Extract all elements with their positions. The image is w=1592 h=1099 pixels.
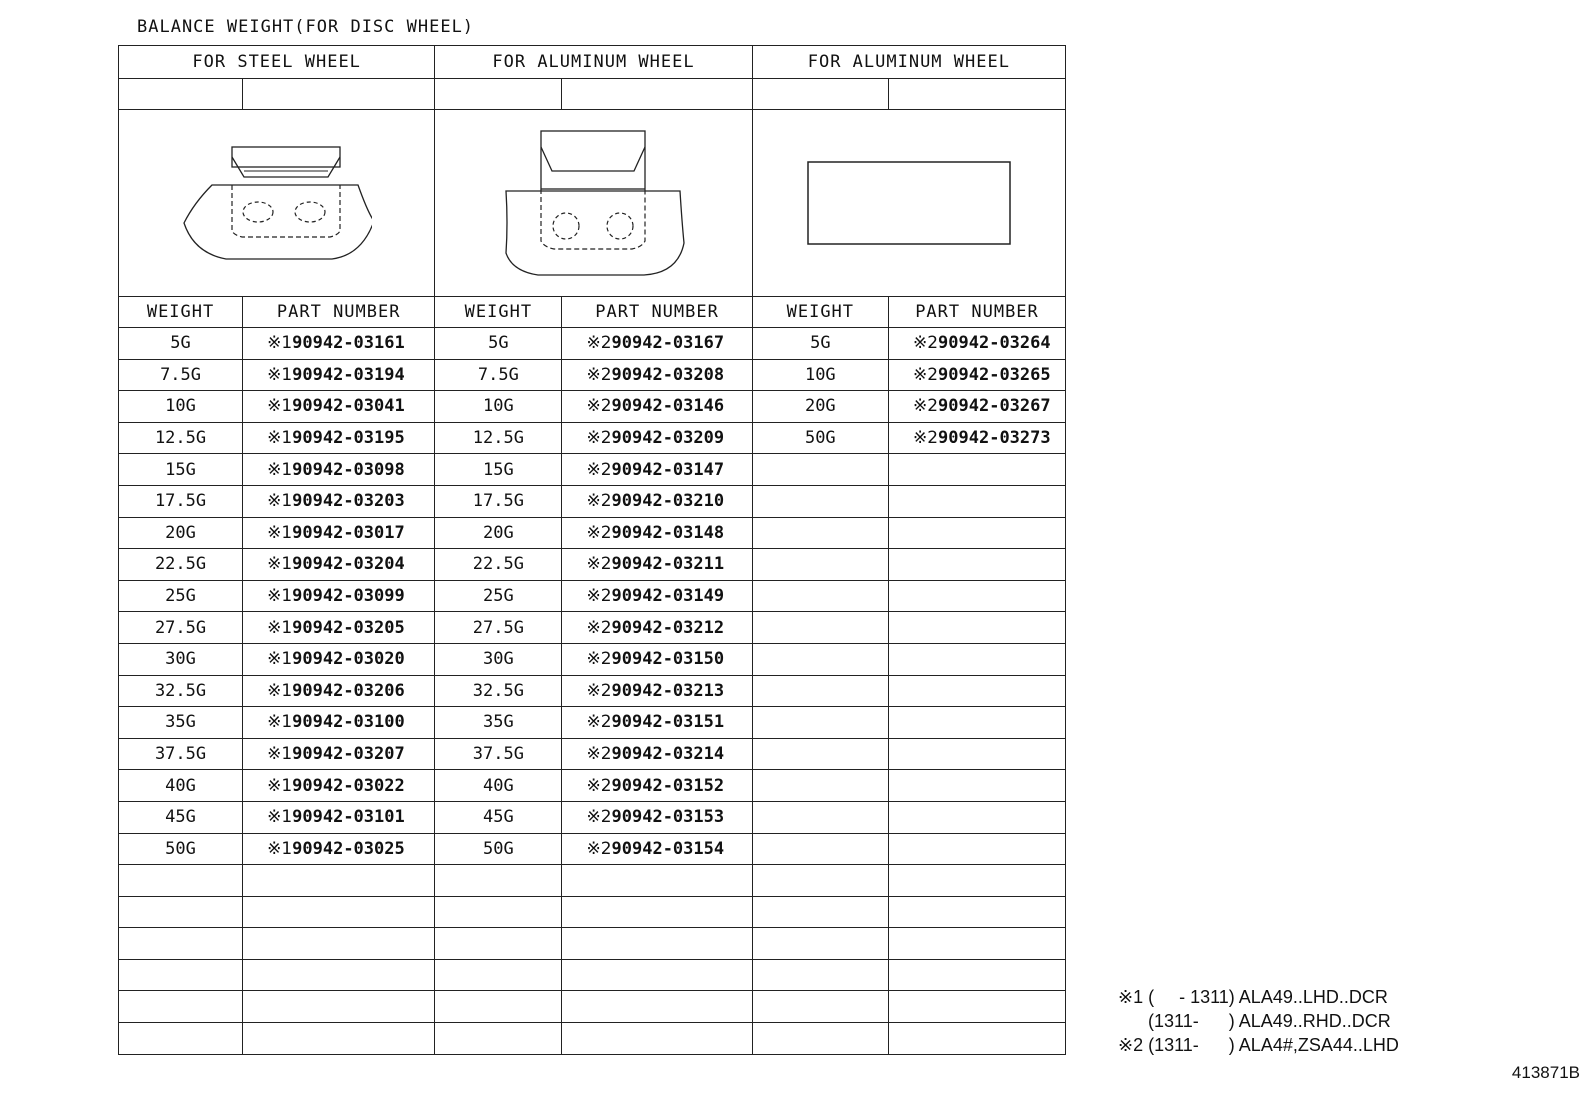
footnote-mark: ※2 bbox=[586, 586, 612, 607]
footnote-mark: ※2 bbox=[586, 712, 612, 733]
blank-cell bbox=[888, 959, 1065, 991]
footnote-mark: ※1 bbox=[267, 838, 293, 859]
part-number-column-header: PART NUMBER bbox=[888, 297, 1065, 328]
blank-cell bbox=[435, 1023, 562, 1055]
part-number-cell bbox=[243, 454, 435, 486]
part-number-text: 90942-03167 bbox=[611, 333, 725, 354]
blank-cell bbox=[119, 991, 243, 1023]
part-number-text: 90942-03098 bbox=[292, 459, 405, 480]
part-number-cell bbox=[888, 770, 1065, 802]
part-number-cell bbox=[243, 675, 435, 707]
part-number-text: 90942-03022 bbox=[292, 775, 405, 796]
part-number-cell bbox=[562, 517, 752, 549]
table-row bbox=[119, 485, 1066, 517]
part-number-cell bbox=[888, 517, 1065, 549]
blank-cell bbox=[435, 865, 562, 897]
weight-cell: 50G bbox=[435, 833, 562, 865]
part-number-text: 90942-03207 bbox=[292, 744, 405, 765]
footnote-1a: ※1 ( - 1311) ALA49..LHD..DCR bbox=[1118, 987, 1388, 1007]
weight-cell: 20G bbox=[752, 391, 888, 423]
weight-cell: 20G bbox=[119, 517, 243, 549]
blank-cell bbox=[888, 1023, 1065, 1055]
aluminum-clip-weight-icon bbox=[498, 123, 688, 283]
part-number-cell bbox=[562, 801, 752, 833]
part-number-cell bbox=[888, 580, 1065, 612]
aluminum-weight-illustration bbox=[435, 110, 752, 297]
part-number-cell bbox=[562, 328, 752, 360]
footnote-1b: (1311- ) ALA49..RHD..DCR bbox=[1118, 1011, 1391, 1031]
weight-cell: 5G bbox=[752, 328, 888, 360]
weight-cell bbox=[752, 549, 888, 581]
table-row bbox=[119, 738, 1066, 770]
part-number-text: 90942-03212 bbox=[611, 617, 725, 638]
part-number-cell bbox=[562, 612, 752, 644]
part-number-text: 90942-03148 bbox=[611, 522, 725, 543]
part-number-cell bbox=[888, 485, 1065, 517]
weight-column-header: WEIGHT bbox=[752, 297, 888, 328]
table-row bbox=[119, 328, 1066, 360]
footnote-mark: ※1 bbox=[267, 649, 293, 670]
part-number-text: 90942-03214 bbox=[611, 744, 725, 765]
blank-cell bbox=[562, 79, 752, 110]
blank-cell bbox=[752, 1023, 888, 1055]
blank-cell bbox=[562, 865, 752, 897]
part-number-cell bbox=[888, 454, 1065, 486]
part-number-text: 90942-03101 bbox=[292, 807, 405, 828]
part-number-text: 90942-03213 bbox=[611, 680, 725, 701]
part-number-cell bbox=[562, 738, 752, 770]
part-number-cell bbox=[888, 738, 1065, 770]
blank-cell bbox=[562, 959, 752, 991]
weight-cell: 10G bbox=[119, 391, 243, 423]
weight-column-header: WEIGHT bbox=[119, 297, 243, 328]
footnote-mark: ※2 bbox=[586, 491, 612, 512]
blank-cell bbox=[562, 928, 752, 960]
part-number-cell bbox=[562, 580, 752, 612]
blank-cell bbox=[119, 959, 243, 991]
table-row bbox=[119, 643, 1066, 675]
part-number-cell bbox=[243, 770, 435, 802]
weight-cell: 25G bbox=[119, 580, 243, 612]
part-number-cell bbox=[243, 517, 435, 549]
part-number-text: 90942-03017 bbox=[292, 522, 405, 543]
part-number-cell bbox=[562, 833, 752, 865]
blank-cell bbox=[752, 991, 888, 1023]
weight-cell bbox=[752, 770, 888, 802]
empty-table-row bbox=[119, 928, 1066, 960]
footnote-mark: ※1 bbox=[267, 364, 293, 385]
weight-cell bbox=[752, 454, 888, 486]
weight-cell: 22.5G bbox=[119, 549, 243, 581]
weight-cell: 35G bbox=[435, 707, 562, 739]
balance-weight-table bbox=[118, 45, 1066, 1055]
table-row bbox=[119, 833, 1066, 865]
footnote-mark: ※1 bbox=[267, 459, 293, 480]
weight-cell: 37.5G bbox=[435, 738, 562, 770]
footnote-2: ※2 (1311- ) ALA4#,ZSA44..LHD bbox=[1118, 1035, 1399, 1055]
part-number-cell bbox=[888, 675, 1065, 707]
part-number-cell bbox=[243, 738, 435, 770]
part-number-cell bbox=[888, 801, 1065, 833]
footnote-mark: ※1 bbox=[267, 586, 293, 607]
blank-cell bbox=[752, 928, 888, 960]
footnote-mark: ※1 bbox=[267, 333, 293, 354]
part-number-text: 90942-03147 bbox=[611, 459, 725, 480]
blank-cell bbox=[119, 79, 243, 110]
page-title: BALANCE WEIGHT(FOR DISC WHEEL) bbox=[137, 17, 475, 37]
part-number-text: 90942-03149 bbox=[611, 586, 725, 607]
part-number-text: 90942-03209 bbox=[611, 428, 725, 449]
weight-cell: 30G bbox=[119, 643, 243, 675]
footnote-mark: ※2 bbox=[586, 522, 612, 543]
part-number-cell bbox=[562, 549, 752, 581]
weight-cell: 12.5G bbox=[435, 422, 562, 454]
blank-cell bbox=[435, 928, 562, 960]
part-number-cell bbox=[562, 391, 752, 423]
part-number-cell bbox=[562, 770, 752, 802]
footnote-mark: ※2 bbox=[586, 744, 612, 765]
part-number-cell bbox=[562, 485, 752, 517]
weight-cell: 7.5G bbox=[119, 359, 243, 391]
footnote-mark: ※1 bbox=[267, 712, 293, 733]
part-number-text: 90942-03203 bbox=[292, 491, 405, 512]
part-number-cell bbox=[243, 612, 435, 644]
part-number-cell bbox=[562, 707, 752, 739]
footnote-mark: ※1 bbox=[267, 396, 293, 417]
footnote-mark: ※1 bbox=[267, 491, 293, 512]
part-number-text: 90942-03205 bbox=[292, 617, 405, 638]
blank-cell bbox=[119, 1023, 243, 1055]
footnote-mark: ※2 bbox=[586, 807, 612, 828]
blank-cell bbox=[243, 991, 435, 1023]
blank-cell bbox=[243, 1023, 435, 1055]
weight-cell: 20G bbox=[435, 517, 562, 549]
part-number-cell bbox=[243, 643, 435, 675]
part-number-cell bbox=[243, 549, 435, 581]
weight-cell bbox=[752, 485, 888, 517]
footnotes bbox=[1118, 985, 1399, 1057]
empty-table-row bbox=[119, 991, 1066, 1023]
blank-cell bbox=[435, 991, 562, 1023]
part-number-cell bbox=[888, 549, 1065, 581]
part-number-text: 90942-03154 bbox=[611, 838, 725, 859]
table-row bbox=[119, 580, 1066, 612]
table-row bbox=[119, 517, 1066, 549]
steel-clip-weight-icon bbox=[182, 143, 372, 263]
blank-cell bbox=[243, 896, 435, 928]
blank-cell bbox=[243, 79, 435, 110]
blank-cell bbox=[119, 928, 243, 960]
blank-cell bbox=[562, 1023, 752, 1055]
footnote-mark: ※2 bbox=[912, 364, 939, 385]
adhesive-weight-illustration bbox=[752, 110, 1065, 297]
part-number-cell bbox=[888, 707, 1065, 739]
weight-cell: 22.5G bbox=[435, 549, 562, 581]
adhesive-weight-icon bbox=[804, 158, 1014, 248]
weight-cell: 17.5G bbox=[119, 485, 243, 517]
weight-cell: 37.5G bbox=[119, 738, 243, 770]
part-number-cell bbox=[243, 422, 435, 454]
part-number-text: 90942-03208 bbox=[611, 364, 725, 385]
blank-cell bbox=[243, 959, 435, 991]
footnote-mark: ※1 bbox=[267, 554, 293, 575]
part-number-text: 90942-03041 bbox=[292, 396, 405, 417]
part-number-text: 90942-03265 bbox=[938, 364, 1051, 385]
part-number-cell bbox=[243, 833, 435, 865]
weight-cell: 40G bbox=[119, 770, 243, 802]
weight-cell bbox=[752, 517, 888, 549]
part-number-cell bbox=[888, 612, 1065, 644]
part-number-cell bbox=[888, 359, 1065, 391]
part-number-cell bbox=[562, 643, 752, 675]
weight-cell bbox=[752, 707, 888, 739]
table-row bbox=[119, 675, 1066, 707]
part-number-cell bbox=[888, 833, 1065, 865]
part-number-text: 90942-03153 bbox=[611, 807, 725, 828]
table-row bbox=[119, 770, 1066, 802]
blank-cell bbox=[119, 896, 243, 928]
group-header-aluminum-2: FOR ALUMINUM WHEEL bbox=[752, 46, 1065, 79]
blank-cell bbox=[435, 959, 562, 991]
weight-cell: 45G bbox=[119, 801, 243, 833]
table-row bbox=[119, 454, 1066, 486]
part-number-text: 90942-03204 bbox=[292, 554, 405, 575]
part-number-cell bbox=[243, 359, 435, 391]
part-number-cell bbox=[243, 801, 435, 833]
blank-cell bbox=[243, 865, 435, 897]
table-row bbox=[119, 422, 1066, 454]
part-number-text: 90942-03273 bbox=[938, 428, 1051, 449]
group-header-steel: FOR STEEL WHEEL bbox=[119, 46, 435, 79]
part-number-text: 90942-03264 bbox=[938, 333, 1051, 354]
steel-weight-illustration bbox=[119, 110, 435, 297]
table-row bbox=[119, 549, 1066, 581]
part-number-text: 90942-03151 bbox=[611, 712, 725, 733]
footnote-mark: ※2 bbox=[586, 459, 612, 480]
footnote-mark: ※1 bbox=[267, 428, 293, 449]
part-number-text: 90942-03194 bbox=[292, 364, 405, 385]
footnote-mark: ※1 bbox=[267, 522, 293, 543]
weight-cell: 10G bbox=[752, 359, 888, 391]
empty-table-row bbox=[119, 865, 1066, 897]
blank-cell bbox=[243, 928, 435, 960]
part-number-text: 90942-03025 bbox=[292, 838, 405, 859]
part-number-text: 90942-03195 bbox=[292, 428, 405, 449]
part-number-cell bbox=[243, 485, 435, 517]
footnote-mark: ※2 bbox=[586, 617, 612, 638]
weight-cell: 7.5G bbox=[435, 359, 562, 391]
weight-cell: 27.5G bbox=[435, 612, 562, 644]
blank-cell bbox=[562, 991, 752, 1023]
blank-cell bbox=[119, 865, 243, 897]
weight-cell: 50G bbox=[119, 833, 243, 865]
weight-cell: 35G bbox=[119, 707, 243, 739]
footnote-mark: ※2 bbox=[912, 428, 939, 449]
weight-cell: 5G bbox=[435, 328, 562, 360]
part-number-text: 90942-03161 bbox=[292, 333, 405, 354]
part-number-cell bbox=[888, 643, 1065, 675]
weight-cell bbox=[752, 580, 888, 612]
blank-cell bbox=[752, 959, 888, 991]
blank-cell bbox=[752, 865, 888, 897]
part-number-text: 90942-03206 bbox=[292, 680, 405, 701]
table-row bbox=[119, 359, 1066, 391]
weight-cell: 5G bbox=[119, 328, 243, 360]
footnote-mark: ※2 bbox=[586, 333, 612, 354]
footnote-mark: ※2 bbox=[586, 838, 612, 859]
group-header-aluminum-1: FOR ALUMINUM WHEEL bbox=[435, 46, 752, 79]
weight-cell: 50G bbox=[752, 422, 888, 454]
table-row bbox=[119, 612, 1066, 644]
weight-cell: 15G bbox=[435, 454, 562, 486]
weight-cell: 32.5G bbox=[435, 675, 562, 707]
footnote-mark: ※2 bbox=[912, 396, 939, 417]
part-number-cell bbox=[562, 454, 752, 486]
part-number-text: 90942-03152 bbox=[611, 775, 725, 796]
empty-table-row bbox=[119, 896, 1066, 928]
part-number-column-header: PART NUMBER bbox=[243, 297, 435, 328]
footnote-mark: ※1 bbox=[267, 617, 293, 638]
footnote-mark: ※2 bbox=[586, 428, 612, 449]
footnote-mark: ※2 bbox=[586, 775, 612, 796]
table-row bbox=[119, 391, 1066, 423]
weight-cell: 32.5G bbox=[119, 675, 243, 707]
weight-cell: 17.5G bbox=[435, 485, 562, 517]
table-row bbox=[119, 801, 1066, 833]
footnote-mark: ※1 bbox=[267, 775, 293, 796]
weight-cell bbox=[752, 801, 888, 833]
part-number-text: 90942-03020 bbox=[292, 649, 405, 670]
blank-cell bbox=[562, 896, 752, 928]
footnote-mark: ※2 bbox=[586, 649, 612, 670]
weight-cell: 30G bbox=[435, 643, 562, 675]
part-number-text: 90942-03100 bbox=[292, 712, 405, 733]
part-number-cell bbox=[562, 422, 752, 454]
part-number-cell bbox=[562, 675, 752, 707]
part-number-cell bbox=[888, 391, 1065, 423]
part-number-cell bbox=[243, 580, 435, 612]
footnote-mark: ※2 bbox=[586, 364, 612, 385]
weight-cell: 25G bbox=[435, 580, 562, 612]
weight-cell: 45G bbox=[435, 801, 562, 833]
weight-cell bbox=[752, 643, 888, 675]
footnote-mark: ※2 bbox=[586, 396, 612, 417]
part-number-cell bbox=[888, 422, 1065, 454]
footnote-mark: ※2 bbox=[586, 554, 612, 575]
part-number-text: 90942-03211 bbox=[611, 554, 725, 575]
blank-cell bbox=[752, 896, 888, 928]
part-number-column-header: PART NUMBER bbox=[562, 297, 752, 328]
blank-cell bbox=[888, 79, 1065, 110]
table-row bbox=[119, 707, 1066, 739]
empty-table-row bbox=[119, 959, 1066, 991]
footnote-mark: ※1 bbox=[267, 680, 293, 701]
part-number-text: 90942-03267 bbox=[938, 396, 1051, 417]
blank-cell bbox=[888, 865, 1065, 897]
part-number-text: 90942-03150 bbox=[611, 649, 725, 670]
part-number-text: 90942-03210 bbox=[611, 491, 725, 512]
weight-cell bbox=[752, 675, 888, 707]
part-number-cell bbox=[243, 328, 435, 360]
part-number-cell bbox=[243, 391, 435, 423]
weight-cell: 27.5G bbox=[119, 612, 243, 644]
weight-cell bbox=[752, 612, 888, 644]
part-number-cell bbox=[562, 359, 752, 391]
footnote-mark: ※1 bbox=[267, 807, 293, 828]
weight-column-header: WEIGHT bbox=[435, 297, 562, 328]
blank-cell bbox=[888, 896, 1065, 928]
illustration-code: 413871B bbox=[1511, 1063, 1580, 1082]
weight-cell: 12.5G bbox=[119, 422, 243, 454]
blank-cell bbox=[888, 928, 1065, 960]
blank-cell bbox=[435, 896, 562, 928]
footnote-mark: ※1 bbox=[267, 744, 293, 765]
blank-cell bbox=[888, 991, 1065, 1023]
blank-cell bbox=[435, 79, 562, 110]
empty-table-row bbox=[119, 1023, 1066, 1055]
weight-cell bbox=[752, 738, 888, 770]
weight-cell bbox=[752, 833, 888, 865]
footnote-mark: ※2 bbox=[586, 680, 612, 701]
weight-cell: 40G bbox=[435, 770, 562, 802]
part-number-text: 90942-03146 bbox=[611, 396, 725, 417]
weight-cell: 15G bbox=[119, 454, 243, 486]
footnote-mark: ※2 bbox=[912, 333, 939, 354]
part-number-cell bbox=[888, 328, 1065, 360]
part-number-cell bbox=[243, 707, 435, 739]
blank-cell bbox=[752, 79, 888, 110]
weight-cell: 10G bbox=[435, 391, 562, 423]
part-number-text: 90942-03099 bbox=[292, 586, 405, 607]
